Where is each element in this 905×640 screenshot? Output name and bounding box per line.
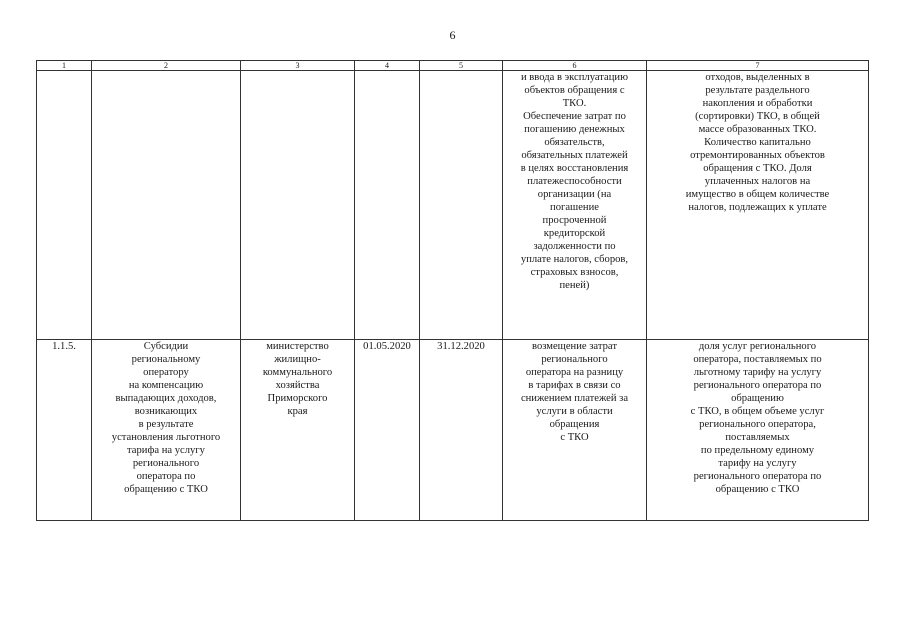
column-number-7: 7 xyxy=(647,61,869,71)
column-number-2: 2 xyxy=(92,61,241,71)
page-number: 6 xyxy=(449,28,456,42)
responsible-cell: министерство жилищно- коммунального хозяйства Приморского края xyxy=(241,340,355,521)
document-table xyxy=(36,60,869,521)
start-date-cell xyxy=(355,71,420,340)
column-number-4: 4 xyxy=(355,61,420,71)
column-number-6: 6 xyxy=(503,61,647,71)
row-number-cell xyxy=(37,71,92,340)
indicator-cell: отходов, выделенных в результате раздельного накопления и обработки (сортировки) ТКО, в общей массе образованных ТКО. Количество капитально отремонтированных объектов обращения с ТКО. Доля уплаченных налогов на имущество в общем количестве налогов, подлежащих к уплате xyxy=(647,71,869,340)
result-description-cell: возмещение затрат регионального оператора на разницу в тарифах в связи со снижением платежей за услуги в области обращения с ТКО xyxy=(503,340,647,521)
measure-name-cell xyxy=(92,71,241,340)
result-description-cell: и ввода в эксплуатацию объектов обращения с ТКО. Обеспечение затрат по погашению денежных обязательств, обязательных платежей в целях восстановления платежеспособности организации (на погашение просроченной кредиторской задолженности по уплате налогов, сборов, страховых взносов, пеней) xyxy=(503,71,647,340)
measure-name-cell: Субсидии региональному оператору на компенсацию выпадающих доходов, возникающих в результате установления льготного тарифа на услугу регионального оператора по обращению с ТКО xyxy=(92,340,241,521)
start-date-cell: 01.05.2020 xyxy=(355,340,420,521)
column-number-3: 3 xyxy=(241,61,355,71)
table-header-row xyxy=(37,61,869,71)
table-row xyxy=(37,71,869,340)
row-number-cell: 1.1.5. xyxy=(37,340,92,521)
column-number-5: 5 xyxy=(420,61,503,71)
end-date-cell: 31.12.2020 xyxy=(420,340,503,521)
indicator-cell: доля услуг регионального оператора, поставляемых по льготному тарифу на услугу регионального оператора по обращению с ТКО, в общем объеме услуг регионального оператора, поставляемых по предельному единому тарифу на услугу регионального оператора по обращению с ТКО xyxy=(647,340,869,521)
end-date-cell xyxy=(420,71,503,340)
responsible-cell xyxy=(241,71,355,340)
column-number-1: 1 xyxy=(37,61,92,71)
table-row xyxy=(37,340,869,521)
